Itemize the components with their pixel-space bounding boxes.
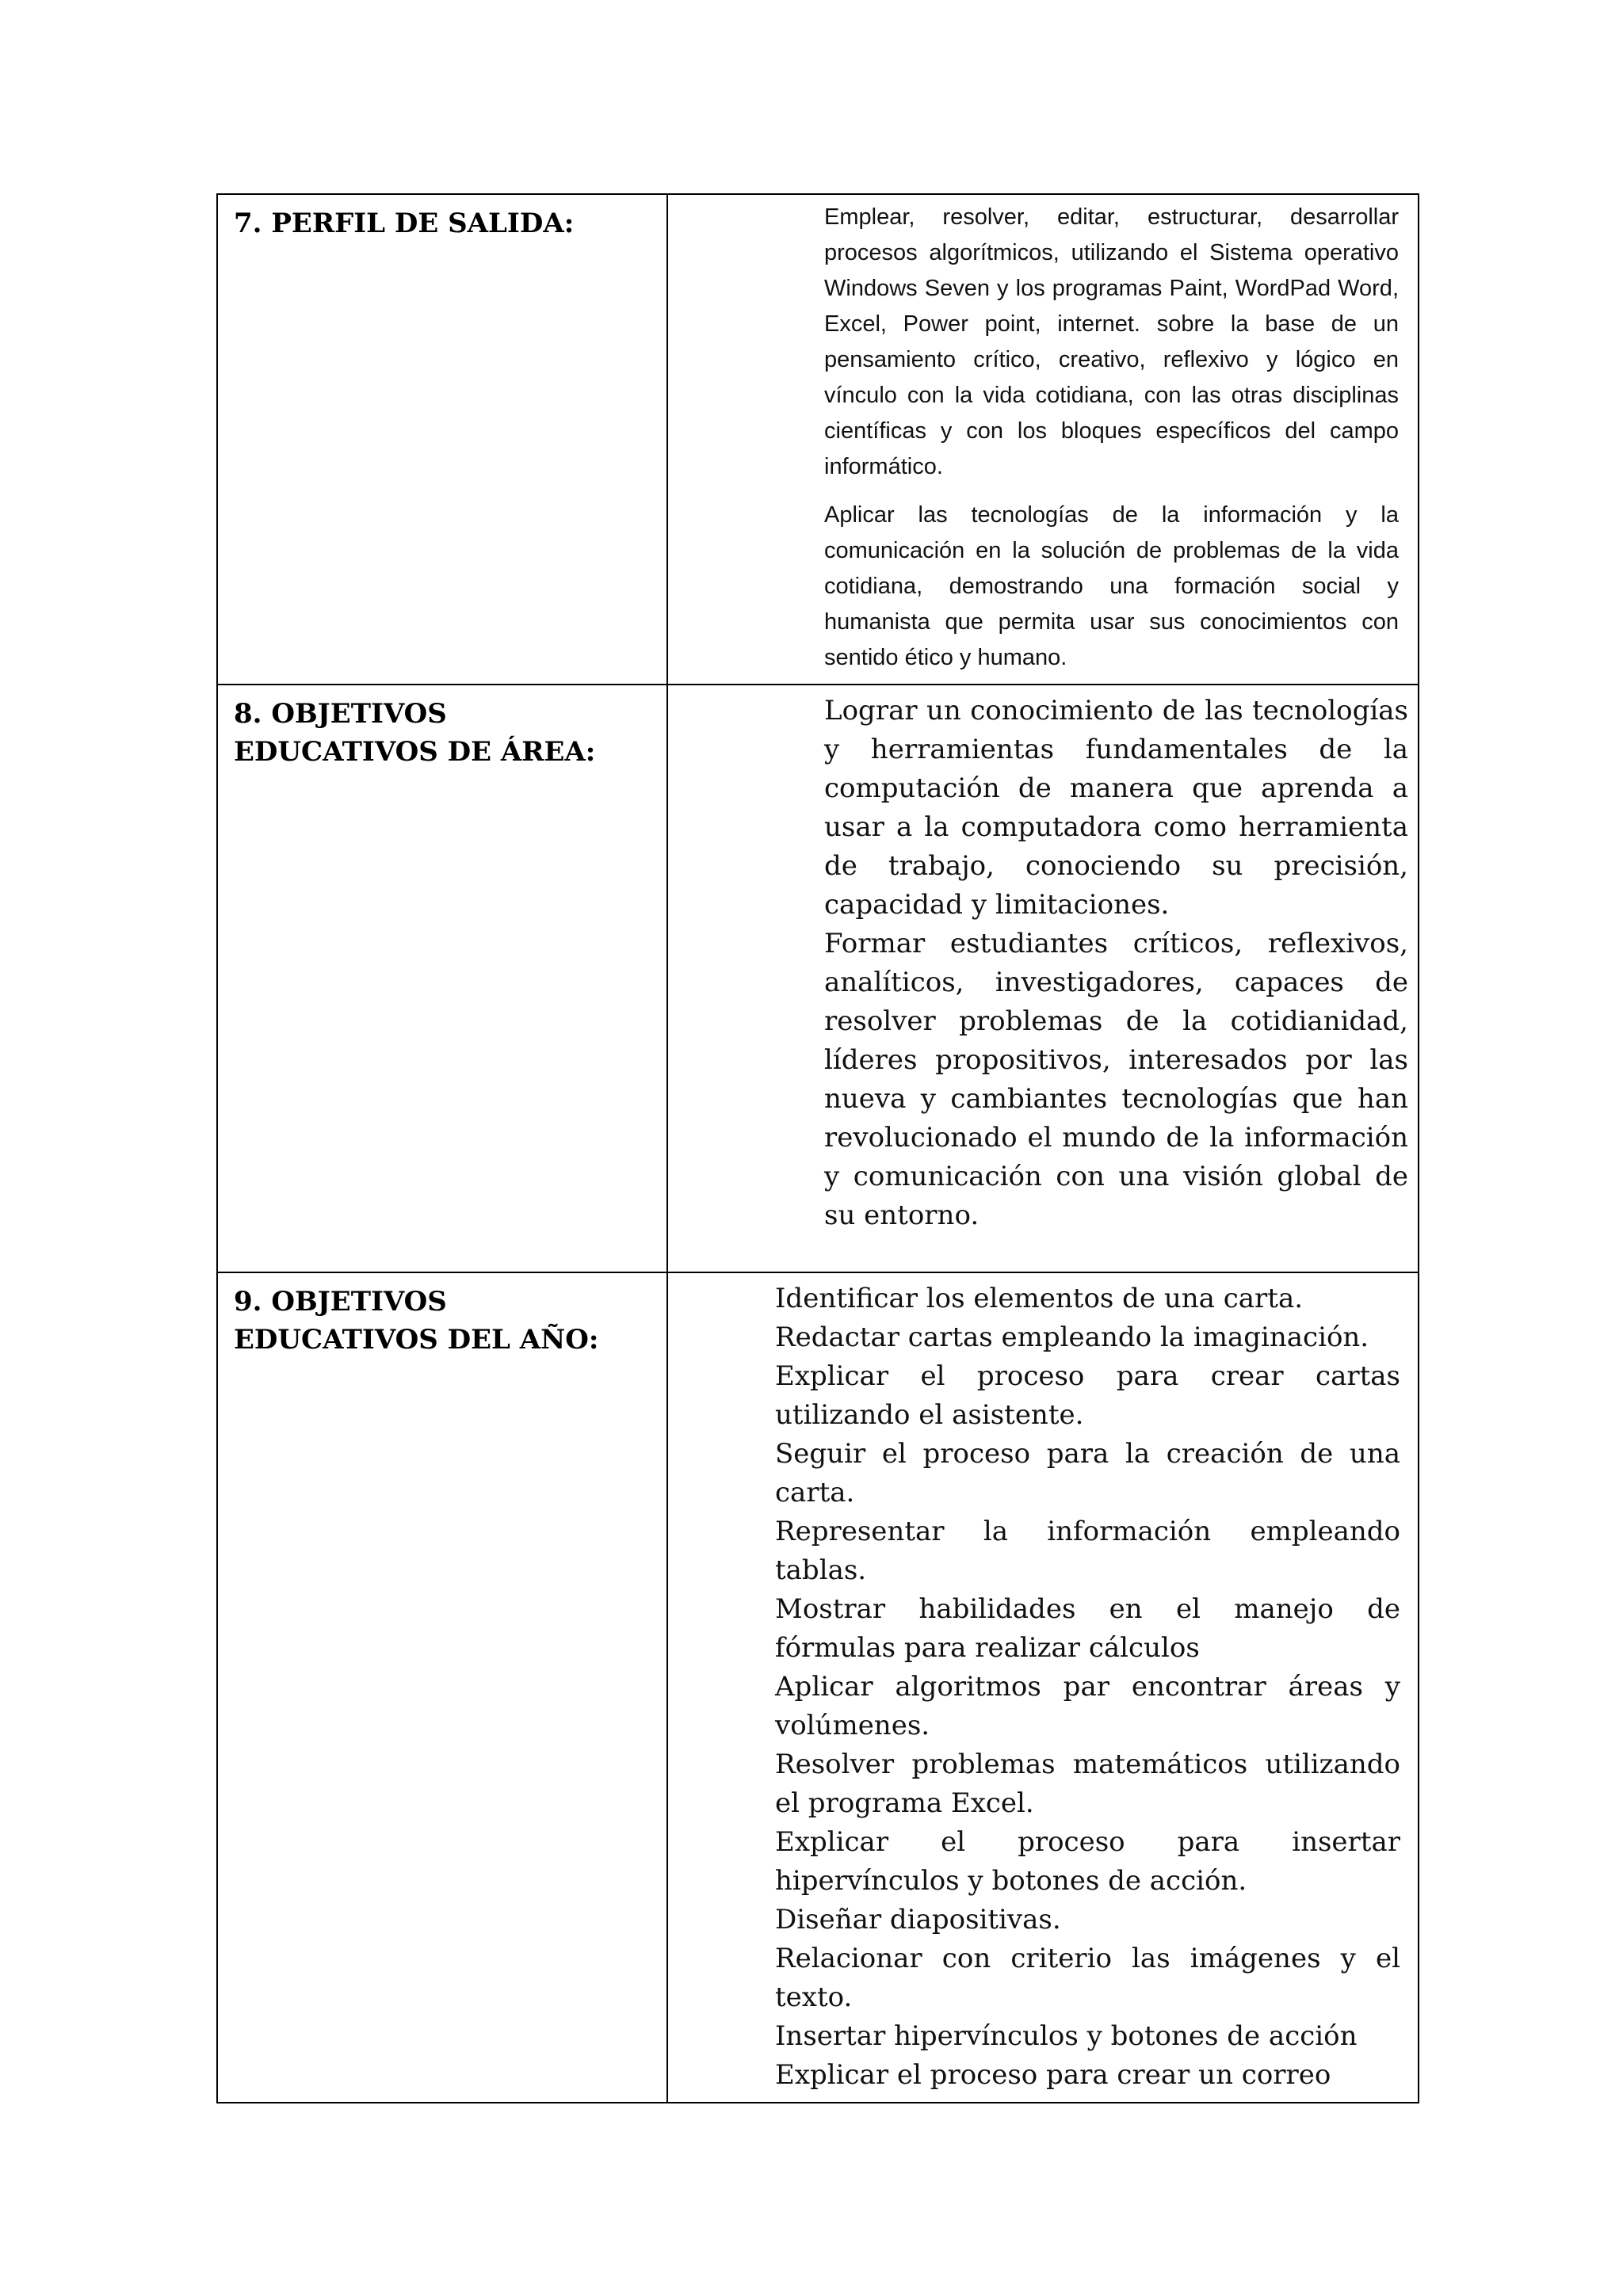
- table-row-objetivos-anio: [217, 1272, 1419, 2103]
- list-item: Resolver problemas matemáticos utilizando el programa Excel.: [775, 1749, 1400, 1819]
- row-label-cell: [217, 685, 667, 1272]
- list-item: Representar la información empleando tablas.: [775, 1516, 1400, 1586]
- list-item: Seguir el proceso para la creación de una carta.: [775, 1438, 1400, 1508]
- list-item: Relacionar con criterio las imágenes y el texto.: [775, 1943, 1400, 2013]
- table-row-perfil-salida: [217, 194, 1419, 685]
- list-item: Aplicar algoritmos par encontrar áreas y volúmenes.: [775, 1671, 1400, 1741]
- row-content-cell: [667, 194, 1419, 685]
- list-item: Mostrar habilidades en el manejo de fórmulas para realizar cálculos: [775, 1593, 1400, 1664]
- row-content-cell: [667, 1272, 1419, 2103]
- list-item: Identificar los elementos de una carta.: [775, 1283, 1304, 1314]
- paragraph: Emplear, resolver, editar, estructurar, desarrollar procesos algorítmicos, utilizando el Sistema operativo Windows Seven y los programas Paint, WordPad Word, Excel, Power point, internet. sobre la base de un pensamiento crítico, creativo, reflexivo y lógico en vínculo con la vida cotidiana, con las otras disciplinas científicas y con los bloques específicos del campo informático.: [824, 204, 1399, 479]
- list-item: Diseñar diapositivas.: [775, 1904, 1061, 1936]
- curriculum-table: [216, 193, 1419, 2103]
- row-label: 8. OBJETIVOS EDUCATIVOS DE ÁREA:: [234, 698, 596, 768]
- list-item: Explicar el proceso para insertar hipervínculos y botones de acción.: [775, 1826, 1400, 1897]
- paragraph: Formar estudiantes críticos, reflexivos, analíticos, investigadores, capaces de resolver problemas de la cotidianidad, líderes propositivos, interesados por las nueva y cambiantes tecnologías que han revolucionado el mundo de la información y comunicación con una visión global de su entorno.: [824, 928, 1408, 1231]
- list-item: Explicar el proceso para crear cartas utilizando el asistente.: [775, 1360, 1400, 1431]
- list-item: Insertar hipervínculos y botones de acción: [775, 2020, 1358, 2052]
- row-content-cell: [667, 685, 1419, 1272]
- list-item: Redactar cartas empleando la imaginación.: [775, 1322, 1369, 1353]
- row-label-cell: [217, 1272, 667, 2103]
- paragraph: Aplicar las tecnologías de la información y la comunicación en la solución de problemas de la vida cotidiana, demostrando una formación social y humanista que permita usar sus conocimientos con sentido ético y humano.: [824, 502, 1399, 670]
- paragraph: Lograr un conocimiento de las tecnologías y herramientas fundamentales de la computación de manera que aprenda a usar a la computadora como herramienta de trabajo, conociendo su precisión, capacidad y limitaciones.: [824, 695, 1408, 921]
- row-label-cell: [217, 194, 667, 685]
- table-row-objetivos-area: [217, 685, 1419, 1272]
- row-label: 7. PERFIL DE SALIDA:: [234, 208, 575, 239]
- list-item: Explicar el proceso para crear un correo: [775, 2059, 1331, 2091]
- row-label: 9. OBJETIVOS EDUCATIVOS DEL AÑO:: [234, 1286, 599, 1356]
